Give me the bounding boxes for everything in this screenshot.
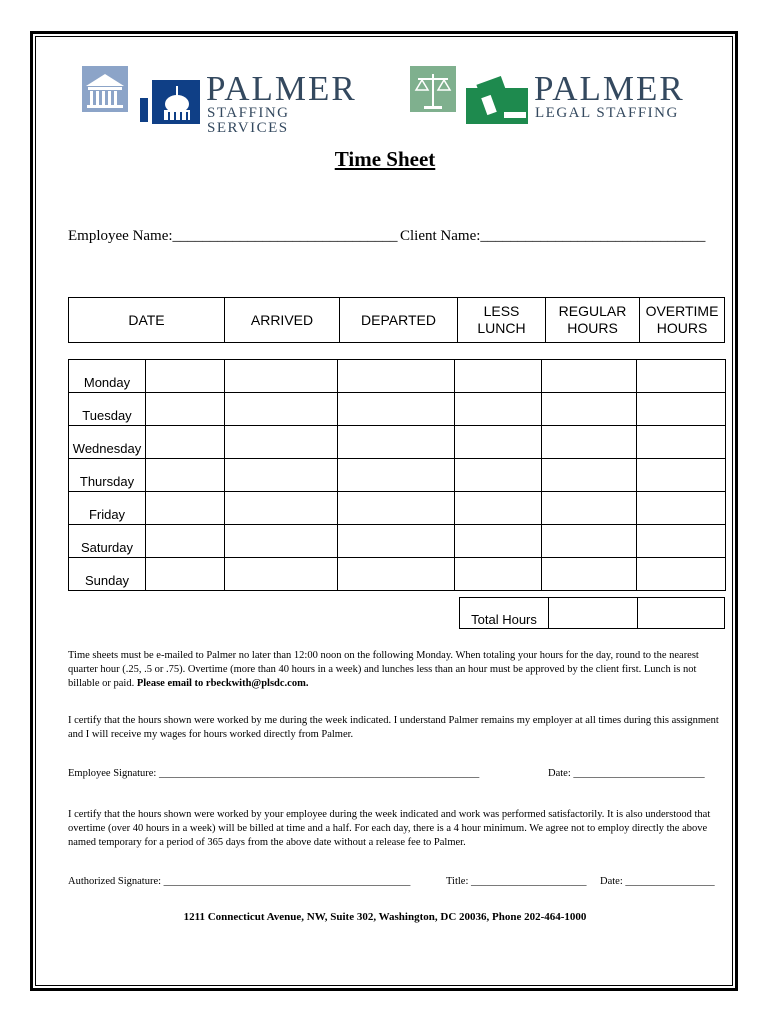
departed-cell[interactable] — [338, 459, 455, 492]
employee-certification: I certify that the hours shown were worked by me during the week indicated. I understand Palmer remains my employer at all times during this assignment and I will receive my wages for hours worked directly from Palmer. — [68, 715, 719, 740]
client-name-field[interactable]: Client Name:______________________________ — [400, 228, 706, 244]
table-row — [69, 360, 726, 393]
header-arrived: ARRIVED — [225, 298, 340, 343]
arrived-cell[interactable] — [225, 393, 338, 426]
table-row — [69, 525, 726, 558]
timesheet-header-table — [68, 297, 725, 343]
table-row — [69, 558, 726, 591]
arrived-cell[interactable] — [225, 360, 338, 393]
employee-date-field[interactable]: Date: _________________________ — [548, 768, 705, 779]
date-cell[interactable] — [146, 426, 225, 459]
arrived-cell[interactable] — [225, 525, 338, 558]
header-overtime-hours: OVERTIME HOURS — [640, 298, 725, 343]
palmer-legal-staffing-logo — [408, 64, 698, 124]
logo-name: PALMER — [534, 69, 685, 108]
regular-hours-cell[interactable] — [542, 393, 637, 426]
day-label: Saturday — [69, 525, 146, 558]
arrived-cell[interactable] — [225, 492, 338, 525]
day-label: Tuesday — [69, 393, 146, 426]
less-lunch-cell[interactable] — [455, 393, 542, 426]
total-regular-hours-cell[interactable] — [549, 598, 638, 629]
regular-hours-cell[interactable] — [542, 426, 637, 459]
regular-hours-cell[interactable] — [542, 360, 637, 393]
regular-hours-cell[interactable] — [542, 492, 637, 525]
logo-subtitle: LEGAL STAFFING — [535, 105, 679, 121]
instructions-text: Time sheets must be e-mailed to Palmer no later than 12:00 noon on the following Monday. When totaling your hours for the day, round to the nearest quarter hour (.25, .5 or .75). Overtime (more than 40 hours in a week) and lunches less than an hour must be approved by the client first. Lunch is not billable or paid. — [68, 650, 699, 689]
capitol-building-icon — [80, 64, 200, 124]
day-label: Monday — [69, 360, 146, 393]
day-label: Friday — [69, 492, 146, 525]
date-cell[interactable] — [146, 558, 225, 591]
palmer-staffing-services-logo — [80, 64, 370, 136]
arrived-cell[interactable] — [225, 558, 338, 591]
overtime-hours-cell[interactable] — [637, 525, 726, 558]
day-label: Sunday — [69, 558, 146, 591]
departed-cell[interactable] — [338, 426, 455, 459]
overtime-hours-cell[interactable] — [637, 558, 726, 591]
logo-subtitle: STAFFING SERVICES — [207, 105, 290, 136]
total-overtime-hours-cell[interactable] — [638, 598, 725, 629]
page-title: Time Sheet — [334, 147, 436, 171]
arrived-cell[interactable] — [225, 426, 338, 459]
employee-name-field[interactable]: Employee Name:______________________________ — [68, 228, 398, 244]
less-lunch-cell[interactable] — [455, 492, 542, 525]
less-lunch-cell[interactable] — [455, 558, 542, 591]
table-row — [69, 459, 726, 492]
less-lunch-cell[interactable] — [455, 426, 542, 459]
header-less-lunch: LESS LUNCH — [458, 298, 546, 343]
less-lunch-cell[interactable] — [455, 360, 542, 393]
client-certification: I certify that the hours shown were worked by your employee during the week indicated and work was performed satisfactorily. It is also understood that overtime (over 40 hours in a week) will be billed at time and a half. For each day, there is a 4 hour minimum. We agree not to employ directly the above named temporary for a period of 365 days from the above date without a release fee to Palmer. — [68, 809, 711, 848]
company-address: 1211 Connecticut Avenue, NW, Suite 302, Washington, DC 20036, Phone 202-464-1000 — [183, 911, 587, 923]
overtime-hours-cell[interactable] — [637, 492, 726, 525]
departed-cell[interactable] — [338, 525, 455, 558]
scales-of-justice-icon — [408, 64, 528, 124]
date-cell[interactable] — [146, 459, 225, 492]
departed-cell[interactable] — [338, 558, 455, 591]
title-field[interactable]: Title: ______________________ — [446, 876, 587, 887]
day-label: Thursday — [69, 459, 146, 492]
date-cell[interactable] — [146, 525, 225, 558]
table-row — [69, 426, 726, 459]
departed-cell[interactable] — [338, 360, 455, 393]
table-row — [69, 393, 726, 426]
header-date: DATE — [69, 298, 225, 343]
timesheet-days-table — [68, 359, 726, 591]
less-lunch-cell[interactable] — [455, 459, 542, 492]
day-label: Wednesday — [69, 426, 146, 459]
authorized-date-field[interactable]: Date: _________________ — [600, 876, 715, 887]
regular-hours-cell[interactable] — [542, 525, 637, 558]
departed-cell[interactable] — [338, 492, 455, 525]
email-note: Please email to rbeckwith@plsdc.com. — [136, 678, 309, 689]
date-cell[interactable] — [146, 393, 225, 426]
header-regular-hours: REGULAR HOURS — [546, 298, 640, 343]
less-lunch-cell[interactable] — [455, 525, 542, 558]
header-departed: DEPARTED — [340, 298, 458, 343]
overtime-hours-cell[interactable] — [637, 360, 726, 393]
overtime-hours-cell[interactable] — [637, 459, 726, 492]
employee-signature-field[interactable]: Employee Signature: _____________________________________________________________ — [68, 768, 480, 779]
regular-hours-cell[interactable] — [542, 558, 637, 591]
date-cell[interactable] — [146, 360, 225, 393]
arrived-cell[interactable] — [225, 459, 338, 492]
logo-name: PALMER — [206, 69, 357, 108]
overtime-hours-cell[interactable] — [637, 393, 726, 426]
date-cell[interactable] — [146, 492, 225, 525]
table-row — [69, 492, 726, 525]
overtime-hours-cell[interactable] — [637, 426, 726, 459]
total-hours-label: Total Hours — [460, 598, 549, 629]
departed-cell[interactable] — [338, 393, 455, 426]
regular-hours-cell[interactable] — [542, 459, 637, 492]
total-hours-table — [459, 597, 725, 629]
instructions-paragraph — [68, 649, 728, 691]
authorized-signature-field[interactable]: Authorized Signature: _______________________________________________ — [68, 876, 411, 887]
